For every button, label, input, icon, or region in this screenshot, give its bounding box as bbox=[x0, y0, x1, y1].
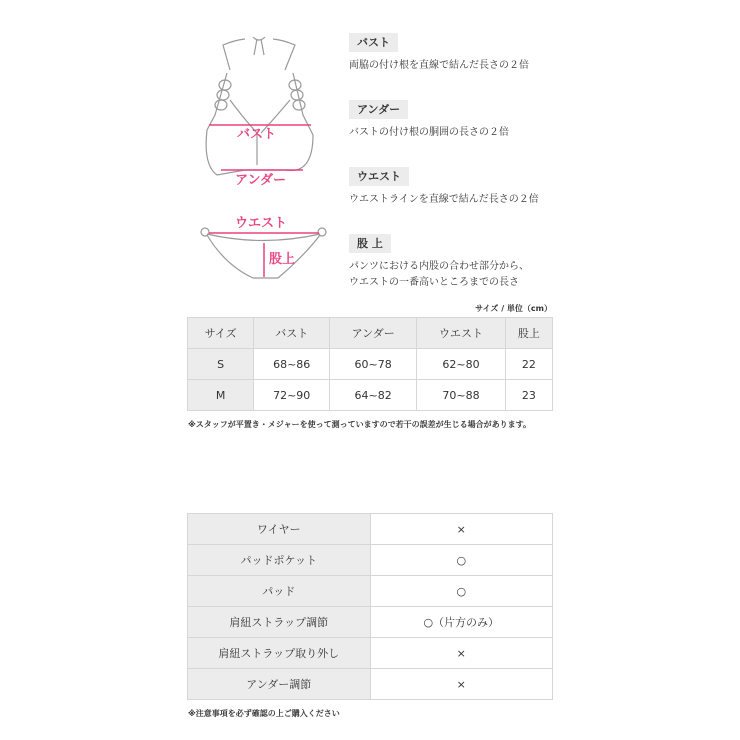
unit-label: サイズ / 単位（cm） bbox=[475, 304, 552, 313]
spec-value: ○ bbox=[370, 576, 553, 607]
spec-label: パッド bbox=[188, 576, 371, 607]
spec-note: ※注意事項を必ず確認の上ご購入ください bbox=[188, 709, 340, 718]
table-row bbox=[188, 514, 553, 545]
under-label: アンダー bbox=[235, 173, 286, 188]
table-row bbox=[188, 669, 553, 700]
legend-desc: 両脇の付け根を直線で結んだ長さの２倍 bbox=[349, 60, 529, 71]
spec-label: アンダー調節 bbox=[188, 669, 371, 700]
header-cell: アンダー bbox=[330, 318, 417, 349]
table-cell: 70~88 bbox=[417, 380, 506, 411]
legend-label: 股 上 bbox=[349, 234, 391, 253]
table-row bbox=[188, 576, 553, 607]
table-row bbox=[188, 638, 553, 669]
table-header-row bbox=[188, 318, 553, 349]
bikini-diagram bbox=[185, 25, 335, 285]
legend-under bbox=[349, 98, 509, 141]
spec-value: × bbox=[370, 669, 553, 700]
size-cell: M bbox=[188, 380, 254, 411]
table-cell: 62~80 bbox=[417, 349, 506, 380]
legend-rise bbox=[349, 232, 529, 291]
legend-desc: パンツにおける内股の合わせ部分から、 bbox=[349, 261, 529, 272]
table-cell: 23 bbox=[505, 380, 552, 411]
legend-label: アンダー bbox=[349, 100, 408, 119]
spec-table bbox=[187, 513, 553, 700]
table-cell: 68~86 bbox=[254, 349, 330, 380]
legend-label: バスト bbox=[349, 33, 398, 52]
table-row bbox=[188, 349, 553, 380]
header-cell: サイズ bbox=[188, 318, 254, 349]
header-cell: ウエスト bbox=[417, 318, 506, 349]
table-row bbox=[188, 380, 553, 411]
spec-value: ○ bbox=[370, 545, 553, 576]
legend-desc: ウエストラインを直線で結んだ長さの２倍 bbox=[349, 194, 539, 205]
spec-value: × bbox=[370, 638, 553, 669]
size-note: ※スタッフが平置き・メジャーを使って測っていますので若干の誤差が生じる場合があります。 bbox=[188, 420, 531, 429]
spec-value: × bbox=[370, 514, 553, 545]
legend-bust bbox=[349, 31, 529, 74]
table-row bbox=[188, 545, 553, 576]
rise-label: 股上 bbox=[269, 252, 296, 267]
table-row bbox=[188, 607, 553, 638]
waist-label: ウエスト bbox=[235, 216, 288, 231]
spec-label: 肩紐ストラップ取り外し bbox=[188, 638, 371, 669]
header-cell: バスト bbox=[254, 318, 330, 349]
legend-label: ウエスト bbox=[349, 167, 409, 186]
legend-desc: バストの付け根の胴囲の長さの２倍 bbox=[349, 127, 509, 138]
header-cell: 股上 bbox=[505, 318, 552, 349]
size-table bbox=[187, 317, 553, 411]
bust-label: バスト bbox=[237, 127, 277, 142]
spec-label: パッドポケット bbox=[188, 545, 371, 576]
spec-label: ワイヤー bbox=[188, 514, 371, 545]
table-cell: 60~78 bbox=[330, 349, 417, 380]
spec-value: ○（片方のみ） bbox=[370, 607, 553, 638]
size-cell: S bbox=[188, 349, 254, 380]
legend-desc: ウエストの一番高いところまでの長さ bbox=[349, 277, 519, 288]
table-cell: 64~82 bbox=[330, 380, 417, 411]
table-cell: 72~90 bbox=[254, 380, 330, 411]
legend-waist bbox=[349, 165, 539, 208]
spec-label: 肩紐ストラップ調節 bbox=[188, 607, 371, 638]
table-cell: 22 bbox=[505, 349, 552, 380]
